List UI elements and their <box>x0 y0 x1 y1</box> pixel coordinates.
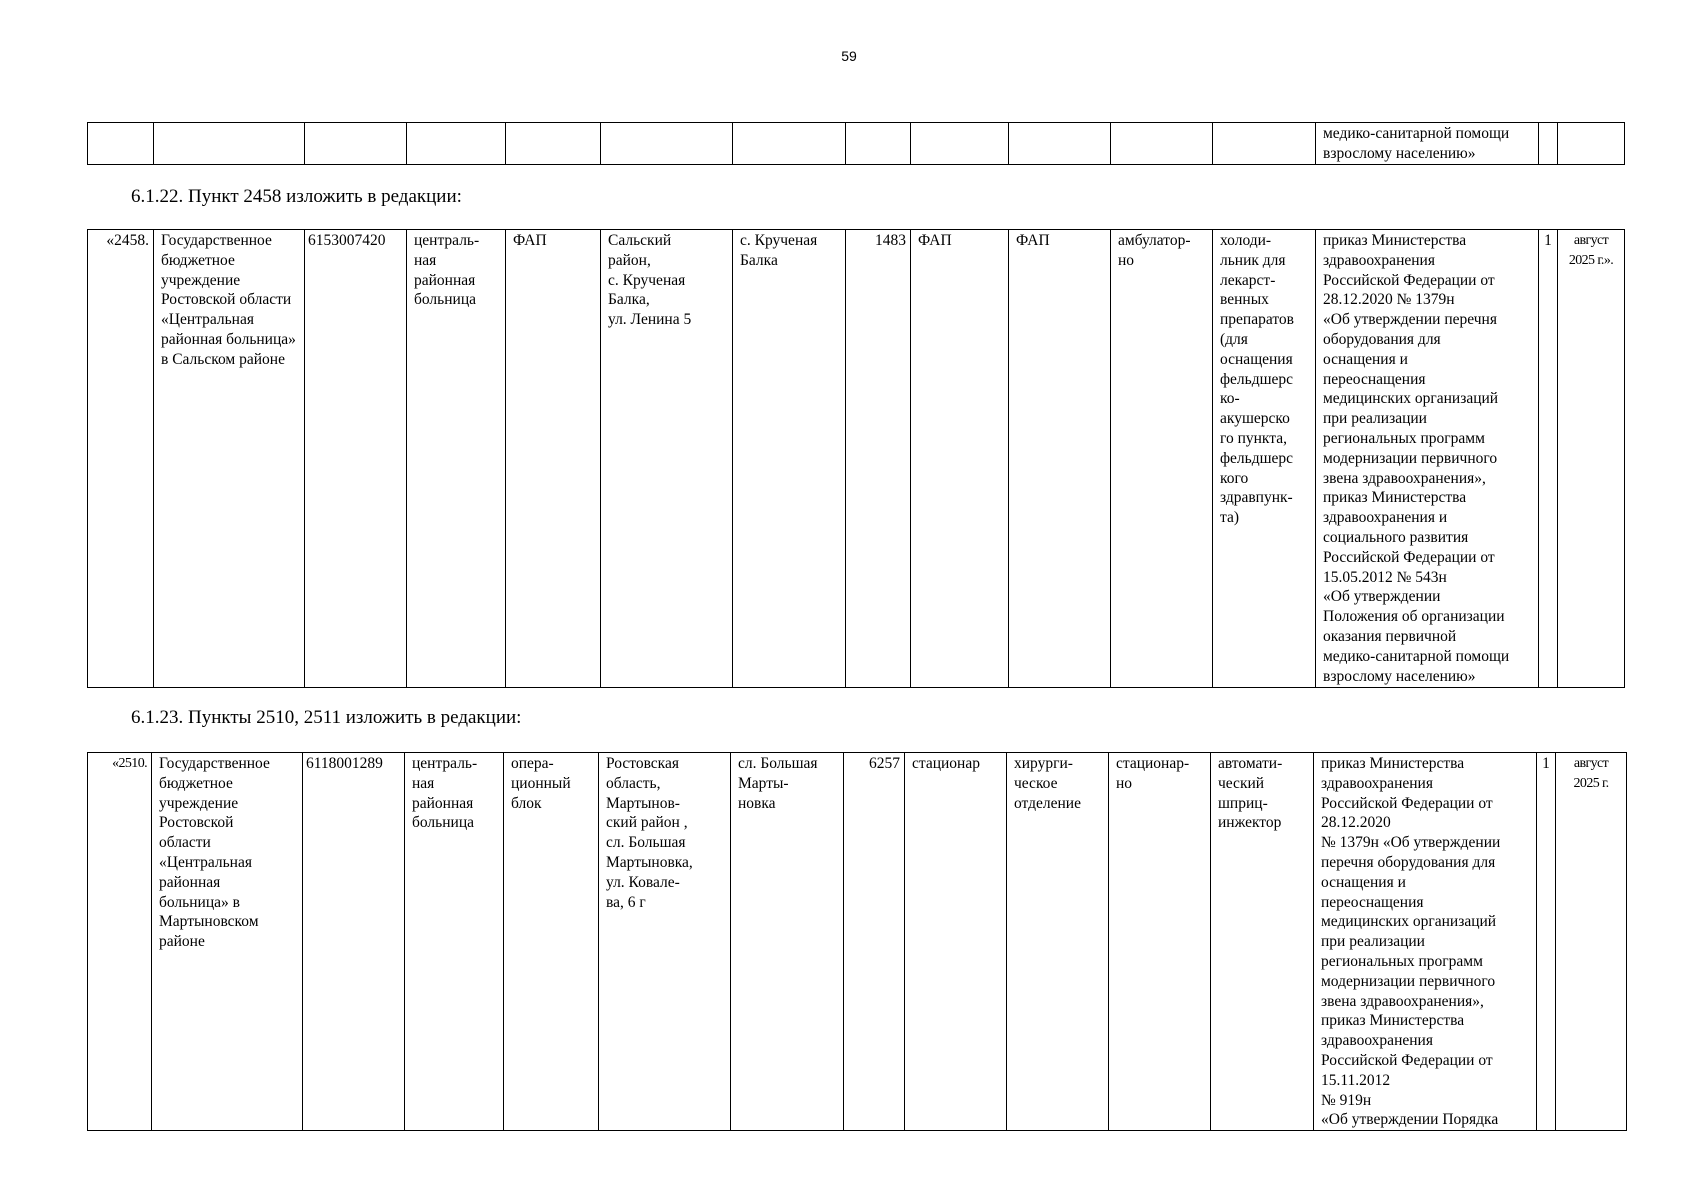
table-cell <box>1213 123 1316 165</box>
legal-basis: приказ Министерства здравоохранения Российской Федерации от 28.12.2020 № 1379н «Об утверждении перечня оборудования для оснащения и переоснащения медицинских организаций при реализации региональных программ модернизации первичного звена здравоохранения», приказ Министерства здравоохранения Российской Федерации от 15.11.2012 № 919н «Об утверждении Порядка <box>1314 753 1537 1131</box>
table-cell <box>733 123 846 165</box>
structural-unit: ФАП <box>506 230 601 688</box>
table-cell <box>911 123 1009 165</box>
organization-name: Государственное бюджетное учреждение Ростовской области «Центральная районная больница» в Сальском районе <box>154 230 305 688</box>
department: ФАП <box>1009 230 1111 688</box>
table-cell <box>506 123 601 165</box>
care-form: стационар- но <box>1109 753 1211 1131</box>
population: 6257 <box>844 753 905 1131</box>
address: Сальский район, с. Крученая Балка, ул. Ленина 5 <box>601 230 733 688</box>
equipment: холоди- льник для лекарст- венных препаратов (для оснащения фельдшерс ко- акушерско го пункта, фельдшерс кого здравпунк- та) <box>1213 230 1316 688</box>
quantity: 1 <box>1539 230 1558 688</box>
care-form: амбулатор- но <box>1111 230 1213 688</box>
deadline: август 2025 г.». <box>1558 230 1625 688</box>
department: хирурги- ческое отделение <box>1007 753 1109 1131</box>
table-cell <box>1111 123 1213 165</box>
organization-name: Государственное бюджетное учреждение Ростовской области «Центральная районная больница» в Мартыновском районе <box>152 753 303 1131</box>
equipment: автомати- ческий шприц- инжектор <box>1211 753 1314 1131</box>
table-cell <box>407 123 506 165</box>
table-cell-basis: медико-санитарной помощи взрослому населению» <box>1316 123 1539 165</box>
table-cell <box>305 123 407 165</box>
table-2458 <box>87 229 1625 688</box>
row-number: «2458. <box>88 230 154 688</box>
population: 1483 <box>846 230 911 688</box>
table-cell <box>601 123 733 165</box>
quantity: 1 <box>1537 753 1556 1131</box>
table-cell <box>154 123 305 165</box>
locality: с. Крученая Балка <box>733 230 846 688</box>
subunit: стационар <box>905 753 1007 1131</box>
table-2510 <box>87 752 1627 1131</box>
organization-type: централь- ная районная больница <box>405 753 504 1131</box>
table-cell <box>846 123 911 165</box>
inn-code: 6153007420 <box>305 230 407 688</box>
locality: сл. Большая Марты- новка <box>731 753 844 1131</box>
deadline: август 2025 г. <box>1556 753 1627 1131</box>
table-cell <box>1539 123 1558 165</box>
heading-items-2510-2511: 6.1.23. Пункты 2510, 2511 изложить в редакции: <box>131 707 522 728</box>
inn-code: 6118001289 <box>303 753 405 1131</box>
address: Ростовская область, Мартынов- ский район , сл. Большая Мартыновка, ул. Ковале- ва, 6 г <box>599 753 731 1131</box>
organization-type: централь- ная районная больница <box>407 230 506 688</box>
table-cell <box>88 123 154 165</box>
heading-item-2458: 6.1.22. Пункт 2458 изложить в редакции: <box>131 186 462 207</box>
continuation-table <box>87 122 1625 165</box>
table-cell <box>1009 123 1111 165</box>
page-number: 59 <box>841 48 857 64</box>
table-cell <box>1558 123 1625 165</box>
subunit: ФАП <box>911 230 1009 688</box>
structural-unit: опера- ционный блок <box>504 753 599 1131</box>
legal-basis: приказ Министерства здравоохранения Российской Федерации от 28.12.2020 № 1379н «Об утверждении перечня оборудования для оснащения и переоснащения медицинских организаций при реализации региональных программ модернизации первичного звена здравоохранения», приказ Министерства здравоохранения и социального развития Российской Федерации от 15.05.2012 № 543н «Об утверждении Положения об организации оказания первичной медико-санитарной помощи взрослому населению» <box>1316 230 1539 688</box>
row-number: «2510. <box>88 753 152 1131</box>
